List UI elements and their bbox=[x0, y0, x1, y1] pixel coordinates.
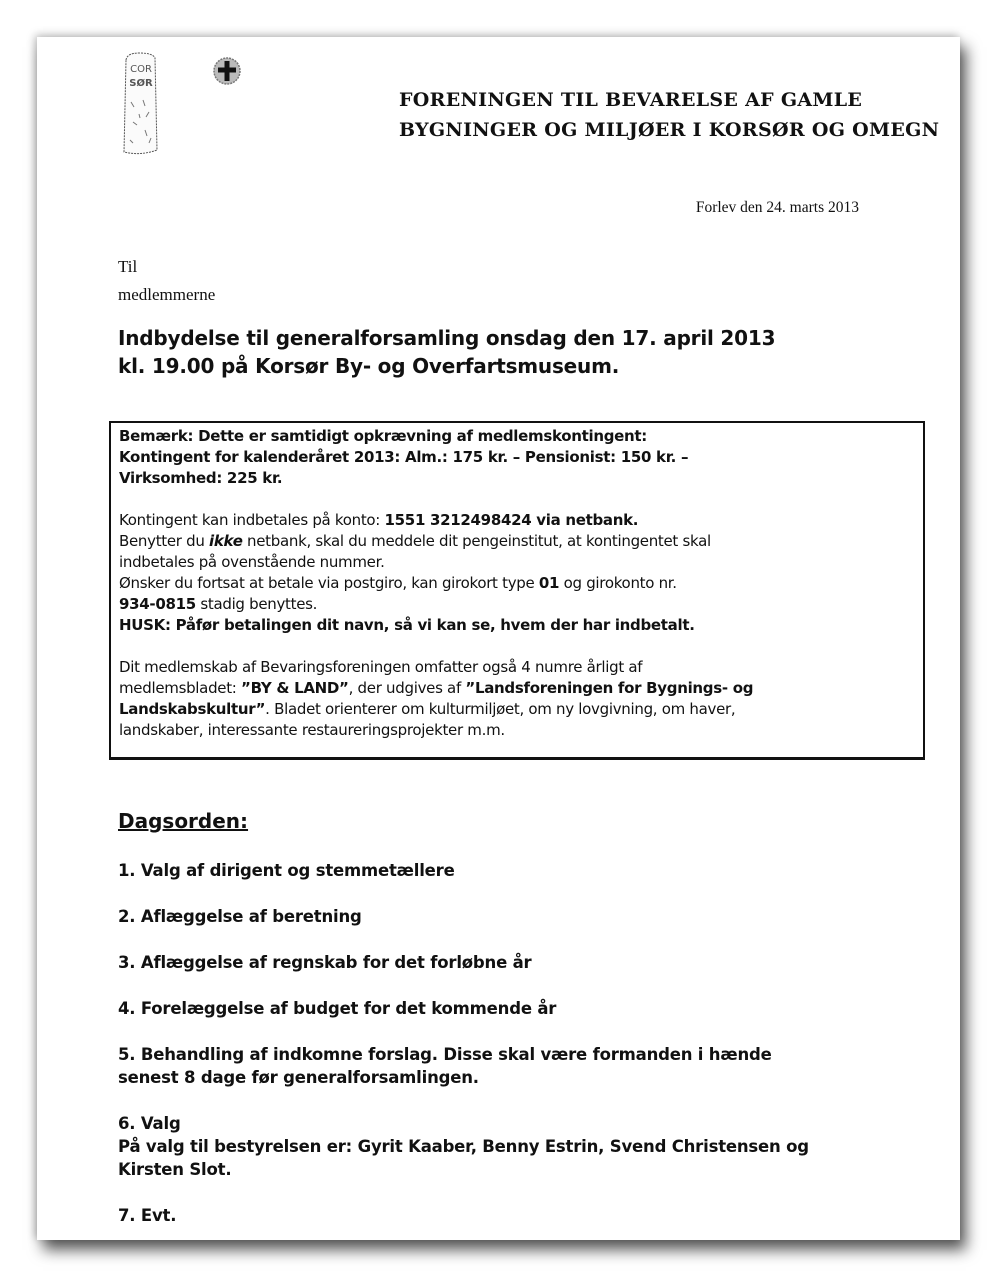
agenda-item: 3. Aflæggelse af regnskab for det forløbne år bbox=[118, 953, 532, 972]
recipient-line1: Til bbox=[118, 257, 138, 276]
document-page bbox=[37, 37, 960, 1240]
invitation-headline bbox=[118, 324, 918, 380]
notice-line: Ønsker du fortsat at betale via postgiro, kan girokort type 01 og girokonto nr. bbox=[119, 574, 677, 592]
notice-line: Kontingent for kalenderåret 2013: Alm.: 175 kr. – Pensionist: 150 kr. – bbox=[119, 448, 689, 466]
notice-reminder: HUSK: Påfør betalingen dit navn, så vi kan se, hvem der har indbetalt. bbox=[119, 616, 695, 634]
notice-line: Dit medlemskab af Bevaringsforeningen omfatter også 4 numre årligt af bbox=[119, 658, 643, 676]
svg-text:COR: COR bbox=[130, 64, 152, 75]
organization-name-line2: BYGNINGER OG MILJØER I KORSØR OG OMEGN bbox=[399, 119, 940, 141]
headline-line2: kl. 19.00 på Korsør By- og Overfartsmuseum. bbox=[118, 354, 620, 378]
agenda-item: 6. Valg På valg til bestyrelsen er: Gyrit Kaaber, Benny Estrin, Svend Christensen og Kirsten Slot. bbox=[118, 1114, 809, 1179]
account-number: 1551 3212498424 via netbank. bbox=[384, 511, 639, 529]
notice-line: Benytter du ikke netbank, skal du meddele dit pengeinstitut, at kontingentet skal bbox=[119, 532, 711, 550]
notice-line: medlemsbladet: ”BY & LAND”, der udgives af ”Landsforeningen for Bygnings- og bbox=[119, 679, 754, 697]
organization-name-line1: FORENINGEN TIL BEVARELSE AF GAMLE bbox=[399, 89, 863, 111]
agenda-item: 2. Aflæggelse af beretning bbox=[118, 907, 362, 926]
agenda-item: 7. Evt. bbox=[118, 1206, 177, 1225]
agenda-item: 4. Forelæggelse af budget for det kommende år bbox=[118, 999, 557, 1018]
recipient-line2: medlemmerne bbox=[118, 285, 216, 304]
notice-line: Kontingent kan indbetales på konto: 1551 3212498424 via netbank. bbox=[119, 511, 639, 529]
runestone-logo-icon bbox=[121, 52, 161, 157]
notice-line: Virksomhed: 225 kr. bbox=[119, 469, 283, 487]
letter-date: Forlev den 24. marts 2013 bbox=[695, 199, 859, 216]
agenda-item: 1. Valg af dirigent og stemmetællere bbox=[118, 861, 455, 880]
membership-fee-notice-box bbox=[109, 421, 925, 760]
organization-name bbox=[399, 85, 959, 145]
agenda-heading: Dagsorden: bbox=[118, 809, 249, 833]
notice-line: 934-0815 stadig benyttes. bbox=[119, 595, 318, 613]
recipient bbox=[118, 253, 215, 309]
giro-account-number: 934-0815 bbox=[119, 595, 196, 613]
cross-shield-icon bbox=[210, 54, 244, 88]
notice-line: indbetales på ovenstående nummer. bbox=[119, 553, 385, 571]
headline-line1: Indbydelse til generalforsamling onsdag den 17. april 2013 bbox=[118, 326, 776, 350]
agenda-list bbox=[118, 859, 948, 1250]
svg-text:SØR: SØR bbox=[129, 78, 153, 89]
agenda-item: 5. Behandling af indkomne forslag. Disse skal være formanden i hænde senest 8 dage før generalforsamlingen. bbox=[118, 1045, 772, 1087]
notice-line: Bemærk: Dette er samtidigt opkrævning af medlemskontingent: bbox=[119, 427, 647, 445]
notice-line: Landskabskultur”. Bladet orienterer om kulturmiljøet, om ny lovgivning, om haver, bbox=[119, 700, 736, 718]
notice-line: landskaber, interessante restaureringsprojekter m.m. bbox=[119, 721, 505, 739]
